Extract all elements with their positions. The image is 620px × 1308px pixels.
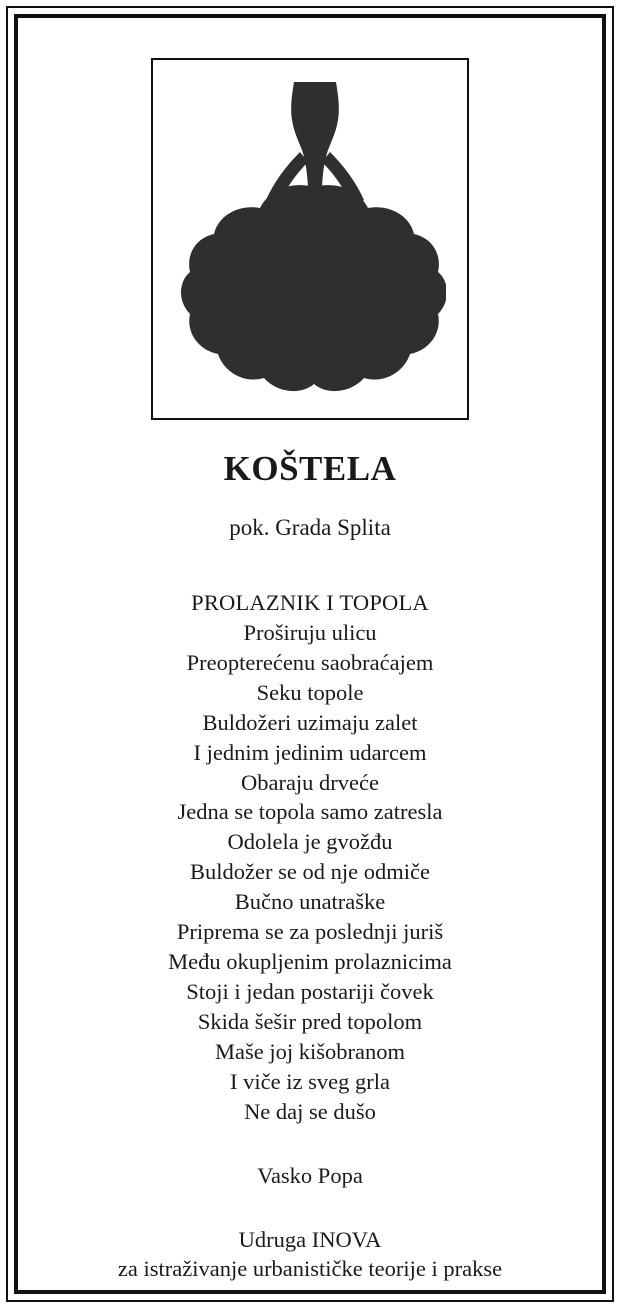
poem-line: Seku topole <box>256 679 364 705</box>
poem-line: Buldožer se od nje odmiče <box>190 859 430 885</box>
organization-description: za istraživanje urbanističke teorije i prakse <box>117 1256 503 1282</box>
subtitle: pok. Grada Splita <box>229 515 391 541</box>
poem-line: Preopterećenu saobraćajem <box>186 649 434 675</box>
poem-line: Stoji i jedan postariji čovek <box>186 979 434 1005</box>
poster-content <box>24 24 596 1284</box>
poem-line: Buldožeri uzimaju zalet <box>202 709 418 735</box>
poem-line: Proširuju ulicu <box>243 619 377 645</box>
poem-line: Bučno unatraške <box>234 889 386 915</box>
poem-line: Među okupljenim prolaznicima <box>168 949 452 975</box>
poem-block <box>168 588 452 1127</box>
poem-line: Jedna se topola samo zatresla <box>177 799 443 825</box>
poem-author: Vasko Popa <box>257 1162 363 1188</box>
poem-line: Odolela je gvožđu <box>227 829 393 855</box>
poem-line: PROLAZNIK I TOPOLA <box>191 590 429 616</box>
poem-line: I jednim jedinim udarcem <box>193 739 427 765</box>
organization-name: Udruga INOVA <box>238 1226 382 1252</box>
poem-line: Skida šešir pred topolom <box>197 1008 423 1034</box>
poem-line: Obaraju drveće <box>240 769 380 795</box>
organization-block <box>118 1225 502 1284</box>
poem-line: Priprema se za poslednji juriš <box>176 919 444 945</box>
poem-line: Maše joj kišobranom <box>215 1038 405 1064</box>
tree-silhouette-icon <box>174 74 446 404</box>
poem-line: I viče iz sveg grla <box>230 1068 390 1094</box>
poem-line: Ne daj se dušo <box>244 1098 376 1124</box>
illustration-frame <box>151 58 469 420</box>
page-title: KOŠTELA <box>223 448 397 488</box>
